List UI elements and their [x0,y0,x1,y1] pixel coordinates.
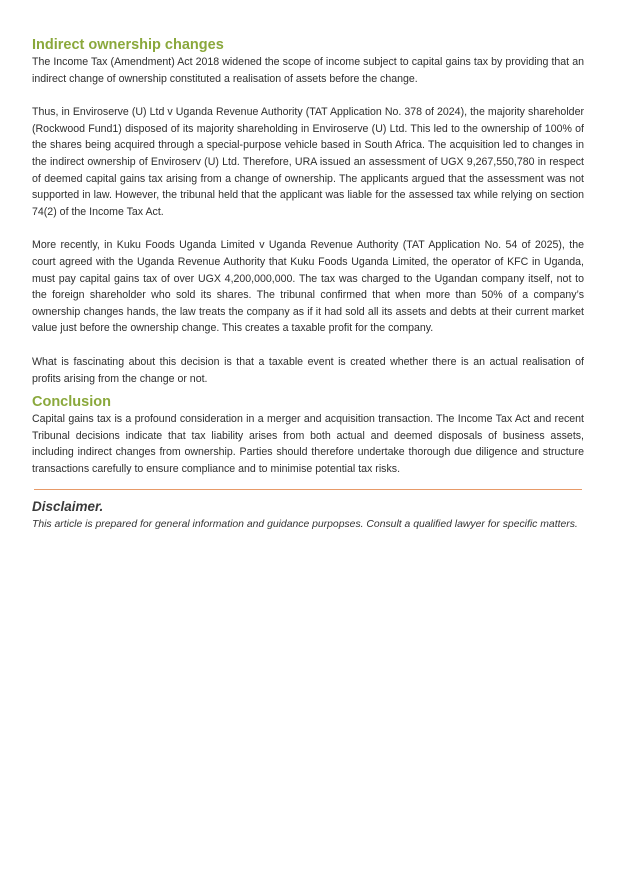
section-divider [34,489,582,490]
indirect-paragraph-2: Thus, in Enviroserve (U) Ltd v Uganda Revenue Authority (TAT Application No. 378 of 2024), the majority shareholder (Rockwood Fund1) disposed of its majority shareholding in Enviroserve (U) Ltd. This led to the ownership of 100% of the shares being acquired through a special-purpose vehicle based in South Africa. The acquisition led to changes in the indirect ownership of Enviroserv (U) Ltd. Therefore, URA issued an assessment of UGX 9,267,550,780 in respect of deemed capital gains tax arising from a change of ownership. The applicants argued that the assessment was not supported in law. However, the tribunal held that the applicant was liable for the assessed tax while relying on section 74(2) of the Income Tax Act. [32,106,584,218]
conclusion-heading: Conclusion [32,394,111,411]
indirect-paragraph-3: More recently, in Kuku Foods Uganda Limited v Uganda Revenue Authority (TAT Application No. 54 of 2025), the court agreed with the Uganda Revenue Authority that Kuku Foods Uganda Limited, the operator of KFC in Uganda, must pay capital gains tax of over UGX 4,200,000,000. The tax was charged to the Ugandan company itself, not to the foreign shareholder who sold its shares. The tribunal confirmed that when more than 50% of a company’s ownership changes hands, the law treats the company as if it had sold all its assets and debts at their current market value just before the ownership change. This creates a taxable profit for the company. [32,239,584,335]
indirect-paragraph-1: The Income Tax (Amendment) Act 2018 widened the scope of income subject to capital gains tax by providing that an indirect change of ownership constituted a realisation of assets before the change. [32,56,584,85]
conclusion-paragraph: Capital gains tax is a profound consideration in a merger and acquisition transaction. The Income Tax Act and recent Tribunal decisions indicate that tax liability arises from both actual and deemed disposals of business assets, including indirect changes from ownership. Parties should therefore undertake thorough due diligence and structure transactions carefully to ensure compliance and to minimise potential tax risks. [32,413,584,475]
disclaimer-text: This article is prepared for general information and guidance purpopses. Consult a qualified lawyer for specific matters. [32,519,578,531]
indirect-paragraph-4: What is fascinating about this decision is that a taxable event is created whether there is an actual realisation of profits arising from the change or not. [32,355,584,385]
indirect-ownership-heading: Indirect ownership changes [32,37,224,53]
article-body [32,36,584,533]
disclaimer-title: Disclaimer. [32,499,104,515]
